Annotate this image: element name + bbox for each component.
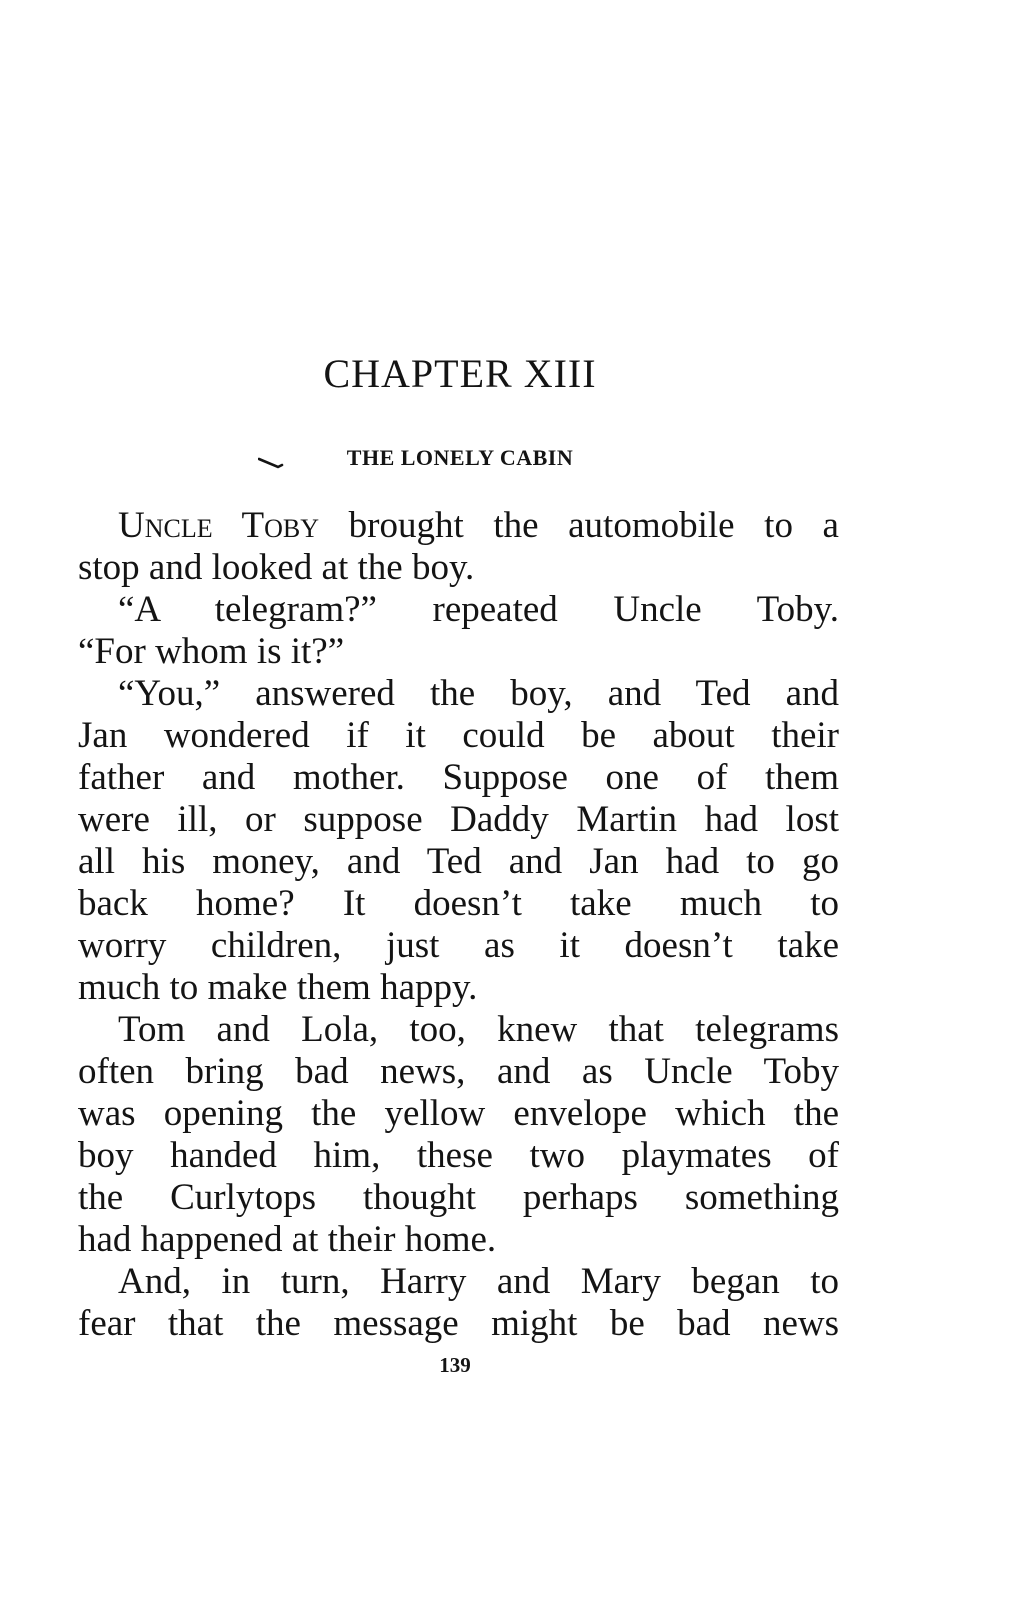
text-line: the Curlytops thought perhaps something [78, 1177, 839, 1218]
text-line: boy handed him, these two playmates of [78, 1135, 839, 1176]
text-line: had happened at their home. [78, 1219, 497, 1260]
text-line: fear that the message might be bad news [78, 1303, 839, 1344]
text-line: “For whom is it?” [78, 631, 345, 672]
chapter-title: CHAPTER XIII [323, 351, 597, 396]
text-line: stop and looked at the boy. [78, 547, 475, 588]
drop-lead: Uncle Toby [118, 505, 320, 546]
text-line: much to make them happy. [78, 967, 478, 1008]
text-line: often bring bad news, and as Uncle Toby [78, 1051, 839, 1092]
text-line [78, 505, 839, 547]
text-line: back home? It doesn’t take much to [78, 883, 839, 924]
text-line: father and mother. Suppose one of them [78, 757, 839, 798]
body-text [78, 505, 839, 1345]
text-line-rest: brought the automobile to a [319, 505, 839, 546]
text-line: was opening the yellow envelope which the [78, 1093, 839, 1134]
page-number: 139 [439, 1353, 471, 1377]
text-line: “A telegram?” repeated Uncle Toby. [118, 589, 839, 630]
text-line: And, in turn, Harry and Mary began to [118, 1261, 839, 1302]
text-line: all his money, and Ted and Jan had to go [78, 841, 839, 882]
text-line: Jan wondered if it could be about their [78, 715, 839, 756]
chapter-subtitle: THE LONELY CABIN [346, 445, 574, 470]
text-line: Tom and Lola, too, knew that telegrams [118, 1009, 839, 1050]
text-lines [78, 547, 839, 1345]
text-line: “You,” answered the boy, and Ted and [118, 673, 839, 714]
text-line: worry children, just as it doesn’t take [78, 925, 839, 966]
text-line: were ill, or suppose Daddy Martin had lost [78, 799, 839, 840]
